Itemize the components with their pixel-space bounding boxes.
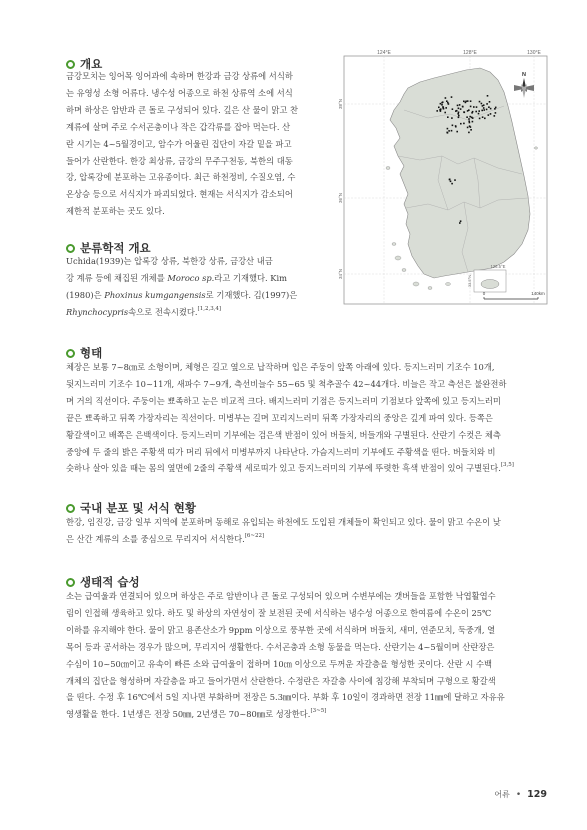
text-line: 개체의 집단을 형성하며 자갈층을 파고 들어가면서 산란한다. 수정란은 자갈층 사이에 침강해 부착되며 구형으로 황갈색 [66, 675, 496, 686]
text-line: 금강모치는 잉어목 잉어과에 속하며 한강과 금강 상류에 서식하 [66, 71, 293, 81]
latitude-label: 34°N [338, 268, 343, 280]
occurrence-point [454, 179, 456, 181]
occurrence-point [455, 110, 457, 112]
occurrence-point [469, 116, 471, 118]
page-number: 129 [527, 789, 547, 800]
section-title-text: 생태적 습성 [80, 575, 140, 589]
text-line: 강, 압록강에 분포하는 고유종이다. 최근 하천정비, 수질오염, 수 [66, 172, 296, 183]
occurrence-point [440, 108, 442, 110]
occurrence-point [455, 126, 457, 128]
occurrence-point [470, 129, 472, 131]
text-line: 란 시기는 4~5월경이고, 암수가 어울린 집단이 자갈 밑을 파고 [66, 138, 292, 149]
reference-superscript: [1,2,3,4] [197, 305, 222, 312]
taxonomy-line: (1980)은 Phoxinus kumgangensis로 기재했다. 김(1997)은 [66, 289, 298, 300]
occurrence-point [486, 103, 488, 105]
occurrence-point [465, 101, 467, 103]
occurrence-point [486, 109, 488, 111]
occurrence-point [483, 107, 485, 109]
occurrence-point [442, 101, 444, 103]
occurrence-point [494, 115, 496, 117]
occurrence-point [471, 117, 473, 119]
occurrence-point [467, 110, 469, 112]
distribution-paragraph [66, 514, 543, 548]
reference-superscript: [3,5] [500, 462, 514, 469]
occurrence-point [468, 132, 470, 134]
occurrence-point [460, 220, 462, 222]
circle-bullet-icon [66, 504, 75, 513]
reference-superscript: [3~5] [310, 708, 327, 715]
page-footer [494, 789, 547, 800]
circle-bullet-icon [66, 349, 75, 358]
occurrence-point [442, 107, 444, 109]
latitude-label: 36°N [338, 192, 343, 204]
occurrence-point [446, 132, 448, 134]
occurrence-point [495, 112, 497, 114]
occurrence-point [451, 117, 453, 119]
occurrence-point [468, 118, 470, 120]
occurrence-point [488, 114, 490, 116]
text-line: 중앙에 두 줄의 밝은 주황색 띠가 머리 뒤에서 미병부까지 나타난다. 가슴지느러미 기부에도 주황색을 띤다. 버들치와 비 [66, 446, 496, 457]
occurrence-point [478, 110, 480, 112]
occurrence-point [451, 96, 453, 98]
text-line: 계류에 살며 주로 수서곤충이나 작은 갑각류를 잡아 먹는다. 산 [66, 121, 291, 132]
occurrence-point [447, 128, 449, 130]
text-line: 을 띤다. 수정 후 16℃에서 5일 지나면 부화하며 전장은 5.3㎜이다. 부화 후 10일이 경과하면 전장 11㎜에 달하고 자유유 [66, 692, 505, 703]
latitude-label: 38°N [338, 98, 343, 110]
occurrence-point [481, 103, 483, 105]
occurrence-point [479, 118, 481, 120]
text-line: 하며 하상은 암반과 큰 돌로 구성되어 있다. 깊은 산 물이 맑고 찬 [66, 104, 299, 115]
occurrence-point [469, 122, 471, 124]
occurrence-point [441, 104, 443, 106]
occurrence-point [440, 103, 442, 105]
text-line: 며 거의 직선이다. 주둥이는 뾰족하고 눈은 비교적 크다. 배지느러미 기점은 등지느러미 기점보다 앞쪽에 있고 등지느러미 [66, 395, 501, 406]
occurrence-point [450, 181, 452, 183]
text-line: 제한적 분포하는 곳도 있다. [66, 206, 165, 217]
text-line: 뒷지느러미 기조수 10~11개, 새파수 7~9개, 측선비늘수 55~65 및 척추골수 42~44개다. 비늘은 작고 측선은 불완전하 [66, 378, 507, 389]
taxonomy-line: 강 계류 등에 채집된 개체를 Moroco sp.라고 기재했다. Kim [66, 272, 288, 283]
text-line: 황갈색이고 배쪽은 은백색이다. 등지느러미 기부에는 검은색 반점이 있어 버들치, 버들개와 구별된다. 산란기 수컷은 체측 [66, 429, 501, 440]
longitude-label: 130°E [527, 50, 541, 56]
occurrence-point [445, 97, 447, 99]
occurrence-point [473, 106, 475, 108]
morphology-paragraph [66, 359, 543, 477]
text-line: 한강, 임진강, 금강 일부 지역에 분포하며 동해로 유입되는 하천에도 도입된 개체들이 확인되고 있다. 물이 맑고 수온이 낮 [66, 517, 501, 527]
scale-start-label: 0 [482, 291, 486, 296]
occurrence-point [483, 109, 485, 111]
text-line: 소는 급여울과 연결되어 있으며 하상은 주로 암반이나 큰 돌로 구성되어 있으며 수변부에는 갯버들을 포함한 낙엽활엽수 [66, 591, 496, 601]
text-line: 끝은 뾰족하고 뒤쪽 가장자리는 직선이다. 미병부는 길며 꼬리지느러미 뒤쪽 가장자리의 중앙은 깊게 파여 있다. 등쪽은 [66, 412, 493, 423]
text-line: 은 산간 계류의 소를 중심으로 무리지어 서식한다.[6~22] [66, 532, 265, 544]
scientific-name: Rhynchocypris [66, 306, 129, 317]
section-title-text: 개요 [80, 57, 103, 71]
occurrence-point [472, 111, 474, 113]
occurrence-point [489, 101, 491, 103]
text-line: 온상승 등으로 서식지가 파괴되었다. 현재는 서식지가 감소되어 [66, 189, 293, 200]
longitude-label: 124°E [377, 50, 391, 56]
text-line: 들어가 산란한다. 한강 최상류, 금강의 무주구천동, 북한의 대동 [66, 155, 293, 166]
occurrence-point [479, 101, 481, 103]
footer-label: 어류 [494, 790, 510, 799]
occurrence-point [436, 110, 438, 112]
occurrence-point [459, 104, 461, 106]
occurrence-point [490, 108, 492, 110]
occurrence-point [458, 117, 460, 119]
occurrence-point [478, 113, 480, 115]
text-line: 체장은 보통 7~8㎝로 소형이며, 체형은 길고 옆으로 납작하며 입은 주둥이 앞쪽 아래에 있다. 등지느러미 기조수 10개, [66, 362, 495, 372]
occurrence-point [463, 123, 465, 125]
scientific-name: Phoxinus kumgangensis [104, 289, 206, 300]
occurrence-point [476, 106, 478, 108]
text-line: 림이 인접해 생육하고 있다. 하도 및 하상의 자연성이 잘 보전된 곳에 서식하는 냉수성 어종으로 한여름에 수온이 25℃ [66, 607, 492, 618]
occurrence-point [452, 125, 454, 127]
occurrence-point [448, 103, 450, 105]
occurrence-point [458, 112, 460, 114]
text-line: 수심이 10~50㎝이고 유속이 빠른 소와 급여울이 접하며 10㎝ 이상으로 두꺼운 자갈층을 형성한 곳이다. 산란 시 수백 [66, 658, 493, 669]
longitude-label: 128°E [463, 50, 477, 56]
occurrence-point [469, 125, 471, 127]
overview-paragraph [66, 68, 329, 220]
occurrence-point [452, 108, 454, 110]
occurrence-point [451, 130, 453, 132]
occurrence-point [472, 121, 474, 123]
text-line: 슷하나 살아 있을 때는 몸의 옆면에 2줄의 주황색 세로띠가 있고 등지느러미의 기부에 뚜렷한 흑색 반점이 있어 구별된다.[3,5] [66, 462, 514, 474]
occurrence-point [449, 179, 451, 181]
scale-end-label: 140km [531, 291, 545, 296]
occurrence-point [487, 95, 489, 97]
inset-longitude-label: 126.5°E [490, 264, 506, 269]
taxonomy-line: Rhynchocypris속으로 전속시켰다.[1,2,3,4] [66, 305, 222, 317]
occurrence-point [444, 112, 446, 114]
occurrence-point [470, 100, 472, 102]
occurrence-point [464, 112, 466, 114]
occurrence-point [438, 107, 440, 109]
occurrence-point [459, 222, 461, 224]
occurrence-point [470, 106, 472, 108]
occurrence-point [488, 106, 490, 108]
occurrence-point [447, 116, 449, 118]
inset-latitude-label: 33.5°N [467, 274, 472, 288]
occurrence-point [460, 123, 462, 125]
footer-separator: • [515, 789, 522, 800]
text-line: 영생활을 한다. 1년생은 전장 50㎜, 2년생은 70~80㎜로 성장한다.[3~5] [66, 708, 327, 720]
distribution-map-svg [338, 48, 553, 311]
occurrence-point [467, 100, 469, 102]
occurrence-point [451, 183, 453, 185]
text-line: 목어 등과 공서하는 경우가 많으며, 무리지어 생활한다. 수서곤충과 소형 동물을 먹는다. 산란기는 4~5월이며 산란장은 [66, 641, 495, 652]
circle-bullet-icon [66, 578, 75, 587]
ecology-paragraph [66, 588, 543, 723]
occurrence-point [447, 102, 449, 104]
occurrence-point [458, 108, 460, 110]
occurrence-point [448, 130, 450, 132]
circle-bullet-icon [66, 244, 75, 253]
occurrence-point [467, 127, 469, 129]
occurrence-point [457, 113, 459, 115]
text-line: 이하를 유지해야 한다. 물이 맑고 용존산소가 9ppm 이상으로 풍부한 곳에 서식하며 버들치, 새미, 연준모치, 둑중개, 열 [66, 624, 496, 635]
reference-superscript: [6~22] [244, 532, 265, 539]
occurrence-point [482, 116, 484, 118]
occurrence-point [495, 107, 497, 109]
occurrence-point [466, 116, 468, 118]
text-line: 는 유영성 소형 어류다. 냉수성 어종으로 하천 상류역 소에 서식 [66, 87, 293, 98]
section-title-text: 국내 분포 및 서식 현황 [80, 501, 196, 515]
distribution-map [338, 48, 553, 311]
section-title-text: 형태 [80, 346, 103, 360]
occurrence-point [462, 106, 464, 108]
occurrence-point [458, 115, 460, 117]
occurrence-point [457, 105, 459, 107]
occurrence-point [445, 107, 447, 109]
section-title-text: 분류학적 개요 [80, 241, 151, 255]
taxonomy-line: Uchida(1939)는 압록강 상류, 북한강 상류, 금강산 내금 [66, 256, 273, 266]
occurrence-point [460, 108, 462, 110]
occurrence-point [484, 118, 486, 120]
occurrence-point [475, 111, 477, 113]
occurrence-point [490, 113, 492, 115]
occurrence-point [463, 101, 465, 103]
occurrence-point [446, 100, 448, 102]
occurrence-point [494, 108, 496, 110]
occurrence-point [483, 104, 485, 106]
north-label: N [522, 72, 526, 78]
taxonomy-paragraph [66, 253, 329, 321]
scientific-name: Moroco sp. [167, 272, 215, 283]
occurrence-point [456, 131, 458, 133]
occurrence-point [481, 110, 483, 112]
